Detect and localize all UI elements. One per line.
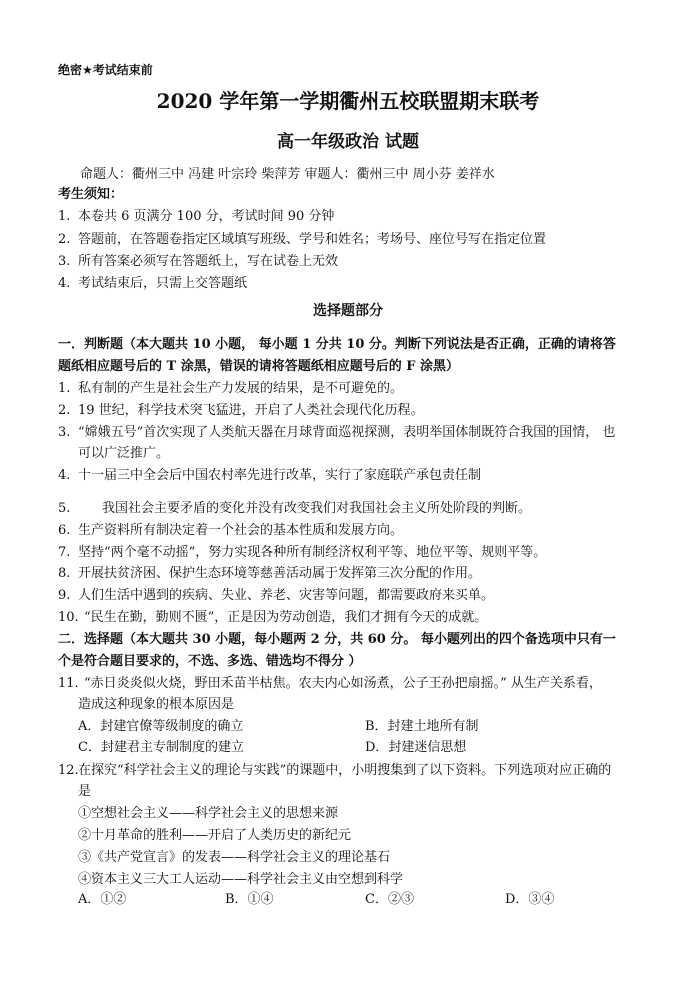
- question-num: 7.: [58, 545, 71, 560]
- question-num: 2.: [58, 403, 71, 418]
- question-8: [58, 565, 481, 583]
- question-11: [58, 675, 602, 693]
- question-10: [58, 609, 487, 627]
- question-num: 8.: [58, 566, 71, 581]
- notice-item: [58, 231, 546, 249]
- notice-num: 2.: [58, 232, 71, 247]
- option-c: C．封建君主专制制度的建立: [78, 740, 244, 755]
- question-num: 10.: [58, 610, 79, 625]
- statement-item: ③《共产党宣言》的发表——科学社会主义的理论基石: [78, 850, 391, 865]
- option-a: A．①②: [78, 892, 127, 907]
- notice-text: 本卷共 6 页满分 100 分，考试时间 90 分钟: [78, 209, 335, 224]
- statement-item: ④资本主义三大工人运动——科学社会主义由空想到科学: [78, 872, 404, 887]
- question-text: “嫦娥五号”首次实现了人类航天器在月球背面巡视探测，表明举国体制既符合我国的国情， 也: [78, 425, 616, 440]
- question-text: 坚持“两个毫不动摇”，努力实现各种所有制经济权利平等、地位平等、规则平等。: [78, 545, 547, 560]
- question-3-cont: 可以广泛推广。: [78, 446, 170, 461]
- notice-num: 1.: [58, 209, 71, 224]
- option-d: D．③④: [505, 892, 555, 907]
- question-text: 私有制的产生是社会生产力发展的结果，是不可避免的。: [78, 381, 404, 396]
- question-num: 11.: [58, 676, 79, 691]
- exam-title: 2020 学年第一学期衢州五校联盟期末联考: [156, 89, 540, 113]
- question-num: 4.: [58, 468, 71, 483]
- question-text: “赤日炎炎似火烧，野田禾苗半枯焦。农夫内心如汤煮，公子王孙把扇摇。” 从生产关系看，: [84, 676, 602, 691]
- notice-num: 4.: [58, 276, 71, 291]
- question-num: 9.: [58, 588, 71, 603]
- exam-subtitle: 高一年级政治 试题: [277, 132, 419, 152]
- question-7: [58, 544, 546, 562]
- option-a: A．封建官僚等级制度的确立: [78, 719, 244, 734]
- option-d: D．封建迷信思想: [365, 740, 467, 755]
- question-text: 生产资料所有制决定着一个社会的基本性质和发展方向。: [78, 523, 404, 538]
- notice-text: 所有答案必须写在答题纸上，写在试卷上无效: [78, 254, 339, 269]
- authors-line: 命题人：衢州三中 冯建 叶宗玲 柴萍芳 审题人：衢州三中 周小芬 姜祥水: [80, 167, 495, 182]
- question-text: 我国社会主要矛盾的变化并没有改变我们对我国社会主义所处阶段的判断。: [102, 501, 532, 516]
- part1-heading-cont: 题纸相应题号后的 T 涂黑，错误的请将答题纸相应题号后的 F 涂黑）: [58, 359, 460, 374]
- question-text: 十一届三中全会后中国农村率先进行改革，实行了家庭联产承包责任制: [78, 468, 482, 483]
- question-3: [58, 424, 615, 442]
- question-6: [58, 522, 403, 540]
- notice-text: 答题前，在答题卷指定区域填写班级、学号和姓名；考场号、座位号写在指定位置: [78, 232, 547, 247]
- question-num: 5.: [58, 501, 71, 516]
- question-12: [58, 762, 611, 780]
- question-num: 6.: [58, 523, 71, 538]
- notice-heading: 考生须知：: [58, 187, 124, 202]
- option-c: C．②③: [365, 892, 414, 907]
- question-num: 3.: [58, 425, 71, 440]
- question-text: 在探究“科学社会主义的理论与实践”的课题中，小明搜集到了以下资料。下列选项对应正确的: [78, 763, 612, 778]
- part2-heading-cont: 个是符合题目要求的，不选、多选、错选均不得分 ）: [58, 654, 362, 669]
- statement-item: ①空想社会主义——科学社会主义的思想来源: [78, 806, 339, 821]
- question-text: 人们生活中遇到的疾病、失业、养老、灾害等问题，都需要政府来买单。: [78, 588, 495, 603]
- question-text: 19 世纪，科学技术突飞猛进，开启了人类社会现代化历程。: [78, 403, 424, 418]
- question-num: 1.: [58, 381, 71, 396]
- question-5: [58, 500, 531, 518]
- notice-num: 3.: [58, 254, 71, 269]
- option-b: B．封建土地所有制: [365, 719, 479, 734]
- question-4: [58, 467, 481, 485]
- part1-heading: 一．判断题（本大题共 10 小题， 每小题 1 分共 10 分。判断下列说法是否正确，正确的请将答: [58, 337, 616, 352]
- part2-heading: 二．选择题（本大题共 30 小题，每小题两 2 分，共 60 分。 每小题列出的四个备选项中只有一: [58, 632, 616, 647]
- question-12-cont: 是: [78, 784, 92, 799]
- question-text: “民生在勤，勤则不匮”，正是因为劳动创造，我们才拥有今天的成就。: [84, 610, 488, 625]
- question-2: [58, 402, 424, 420]
- question-11-cont: 造成这种现象的根本原因是: [78, 697, 235, 712]
- secret-mark: 绝密★考试结束前: [58, 63, 153, 77]
- notice-item: [58, 275, 247, 293]
- question-num: 12.: [58, 763, 79, 778]
- question-9: [58, 587, 494, 605]
- notice-item: [58, 208, 334, 226]
- question-text: 开展扶贫济困、保护生态环境等慈善活动属于发挥第三次分配的作用。: [78, 566, 482, 581]
- notice-text: 考试结束后，只需上交答题纸: [78, 276, 248, 291]
- section-title: 选择题部分: [313, 303, 383, 319]
- question-1: [58, 380, 403, 398]
- statement-item: ②十月革命的胜利——开启了人类历史的新纪元: [78, 828, 352, 843]
- notice-item: [58, 253, 338, 271]
- option-b: B．①④: [225, 892, 274, 907]
